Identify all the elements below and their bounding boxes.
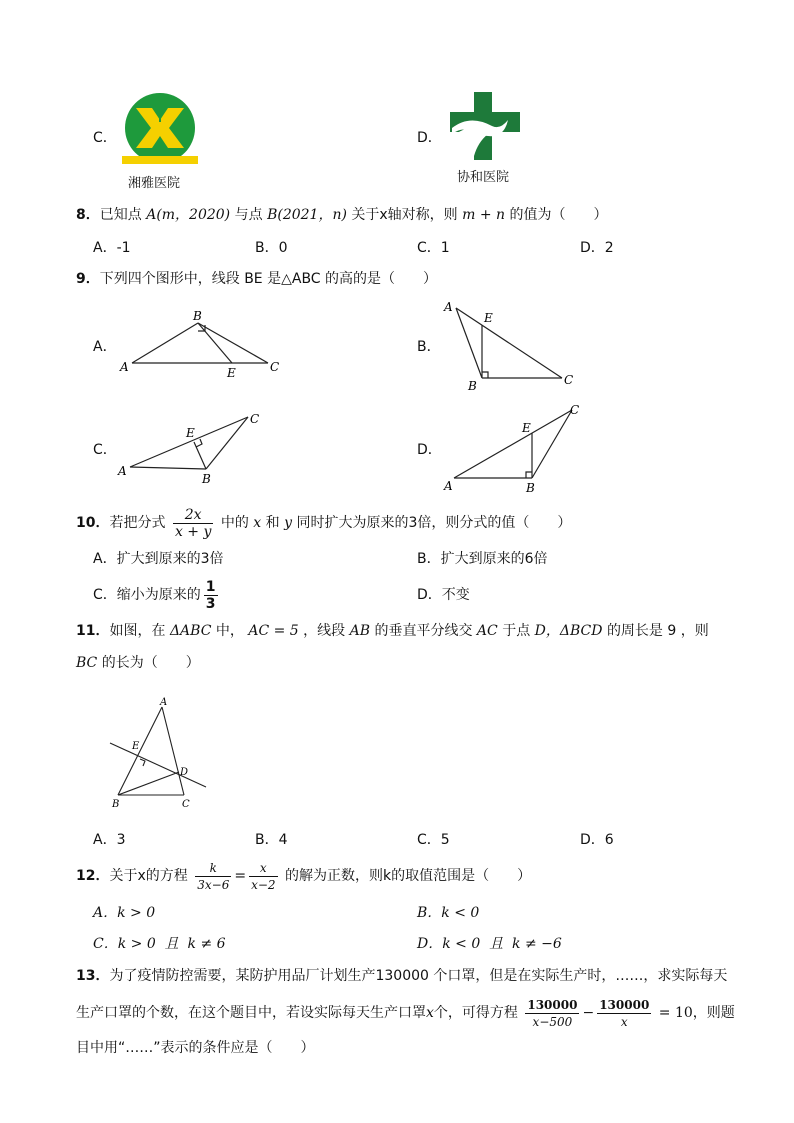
q13-fraction-1: $\frac{130000}{x-500}$ [527,997,578,1029]
q12-option-b: B．k < 0 [417,905,480,921]
xiangya-caption: 湘雅医院 [128,176,181,191]
q8-option-b: B．0 [255,240,288,256]
label-e: E [186,426,195,440]
q11-figure [104,695,214,813]
question-9 [76,269,437,289]
question-number: 9． [76,271,100,287]
q13-fraction-2: $\frac{130000}{x}$ [599,997,650,1029]
q10-x: x [253,515,262,531]
q8-point-a: A(m，2020) [146,207,231,223]
label-c: C [570,403,580,417]
q9-figure-c [112,405,272,490]
q9-stem: 下列四个图形中，线段 BE 是△ABC 的高的是（ ） [99,271,438,287]
question-10 [76,506,571,540]
label-c: C [270,360,280,374]
q9-option-b-label: B． [417,339,441,355]
q8-option-c: C．1 [417,240,450,256]
label-b: B [202,472,211,486]
question-number: 8． [76,207,100,223]
q10-option-a: A．扩大到原来的3倍 [93,551,224,567]
question-11-line2: BC 的长为（ ） [76,655,200,671]
xiehe-logo [448,90,522,162]
q10-optc-fraction: $\frac{1}{3}$ [205,578,216,612]
q9-option-d-label: D． [417,442,442,458]
option-d-label: D． [417,130,442,146]
question-11: 11．如图，在 ΔABC 中， AC = 5 ，线段 AB 的垂直平分线交 AC 于点 D，ΔBCD 的周长是 9 ，则 [76,623,709,639]
label-e: E [522,421,531,435]
question-12: 12．关于x的方程 $\frac{k}{3x-6}$ = $\frac{x}{x-2}$ 的解为正数，则k的取值范围是（ ） [76,860,532,892]
xiangya-logo [122,92,198,168]
q8-text-4: 的值为（ ） [509,207,608,223]
q10-text-4: 同时扩大为原来的3倍，则分式的值（ ） [296,515,572,531]
q10-fraction: $\frac{2x}{x + y}$ [174,506,212,540]
label-b: B [526,481,535,495]
question-8 [76,205,608,225]
label-a: A [160,697,168,708]
q8-option-d: D．2 [580,240,614,256]
q10-option-b: B．扩大到原来的6倍 [417,551,548,567]
q10-option-d: D．不变 [417,587,470,603]
question-number: 10． [76,515,110,531]
label-c: C [564,373,574,387]
question-number: 12． [76,868,110,884]
q11-option-d: D．6 [580,832,614,848]
q8-text-2: 与点 [234,207,263,223]
question-13: 13．为了疫情防控需要，某防护用品厂计划生产130000 个口罩，但是在实际生产时，……，求实际每天 [76,968,728,984]
label-a: A [118,464,127,478]
q9-option-a-label: A． [93,339,117,355]
q8-text-1: 已知点 [99,207,142,223]
q12-fraction-2: $\frac{x}{x-2}$ [251,860,276,892]
q11-option-b: B．4 [255,832,288,848]
label-b: B [193,309,202,323]
q10-y: y [284,515,293,531]
q11-option-a: A．3 [93,832,126,848]
question-13-line2: 生产口罩的个数，在这个题目中，若设实际每天生产口罩x个，可得方程 $\frac{130000}{x-500}$ − $\frac{130000}{x}$ = 10，则题 [76,997,735,1029]
q10-text-1: 若把分式 [109,515,166,531]
question-number: 13． [76,968,110,984]
q12-fraction-1: $\frac{k}{3x-6}$ [197,860,230,892]
label-b: B [468,379,477,393]
question-number: 11． [76,623,110,639]
q8-expr: m + n [462,207,506,223]
q9-figure-d [440,400,590,495]
question-13-line3: 目中用“……”表示的条件应是（ ） [76,1040,315,1056]
q9-figure-a [110,305,290,385]
label-e: E [484,311,493,325]
label-a: A [444,479,453,493]
q10-text-2: 中的 [220,515,249,531]
label-d: D [180,767,189,778]
label-c: C [182,799,190,810]
q12-option-c: C．k > 0 且 k ≠ 6 [93,936,226,952]
q8-point-b: B(2021，n) [267,207,347,223]
q11-option-c: C．5 [417,832,450,848]
q12-option-d: D．k < 0 且 k ≠ −6 [417,936,562,952]
q8-option-a: A．-1 [93,240,131,256]
label-a: A [120,360,129,374]
label-a: A [444,300,453,314]
q8-text-3: 关于x轴对称，则 [351,207,458,223]
q12-option-a: A．k > 0 [93,905,156,921]
label-c: C [250,412,260,426]
q9-option-c-label: C． [93,442,117,458]
xiehe-caption: 协和医院 [457,170,510,185]
q9-figure-b [440,298,590,393]
label-e: E [132,741,140,752]
label-e: E [227,366,236,380]
option-c-label: C． [93,130,117,146]
q10-option-c: C．缩小为原来的 $\frac{1}{3}$ [93,578,216,612]
label-b: B [112,799,120,810]
q10-text-3: 和 [265,515,280,531]
